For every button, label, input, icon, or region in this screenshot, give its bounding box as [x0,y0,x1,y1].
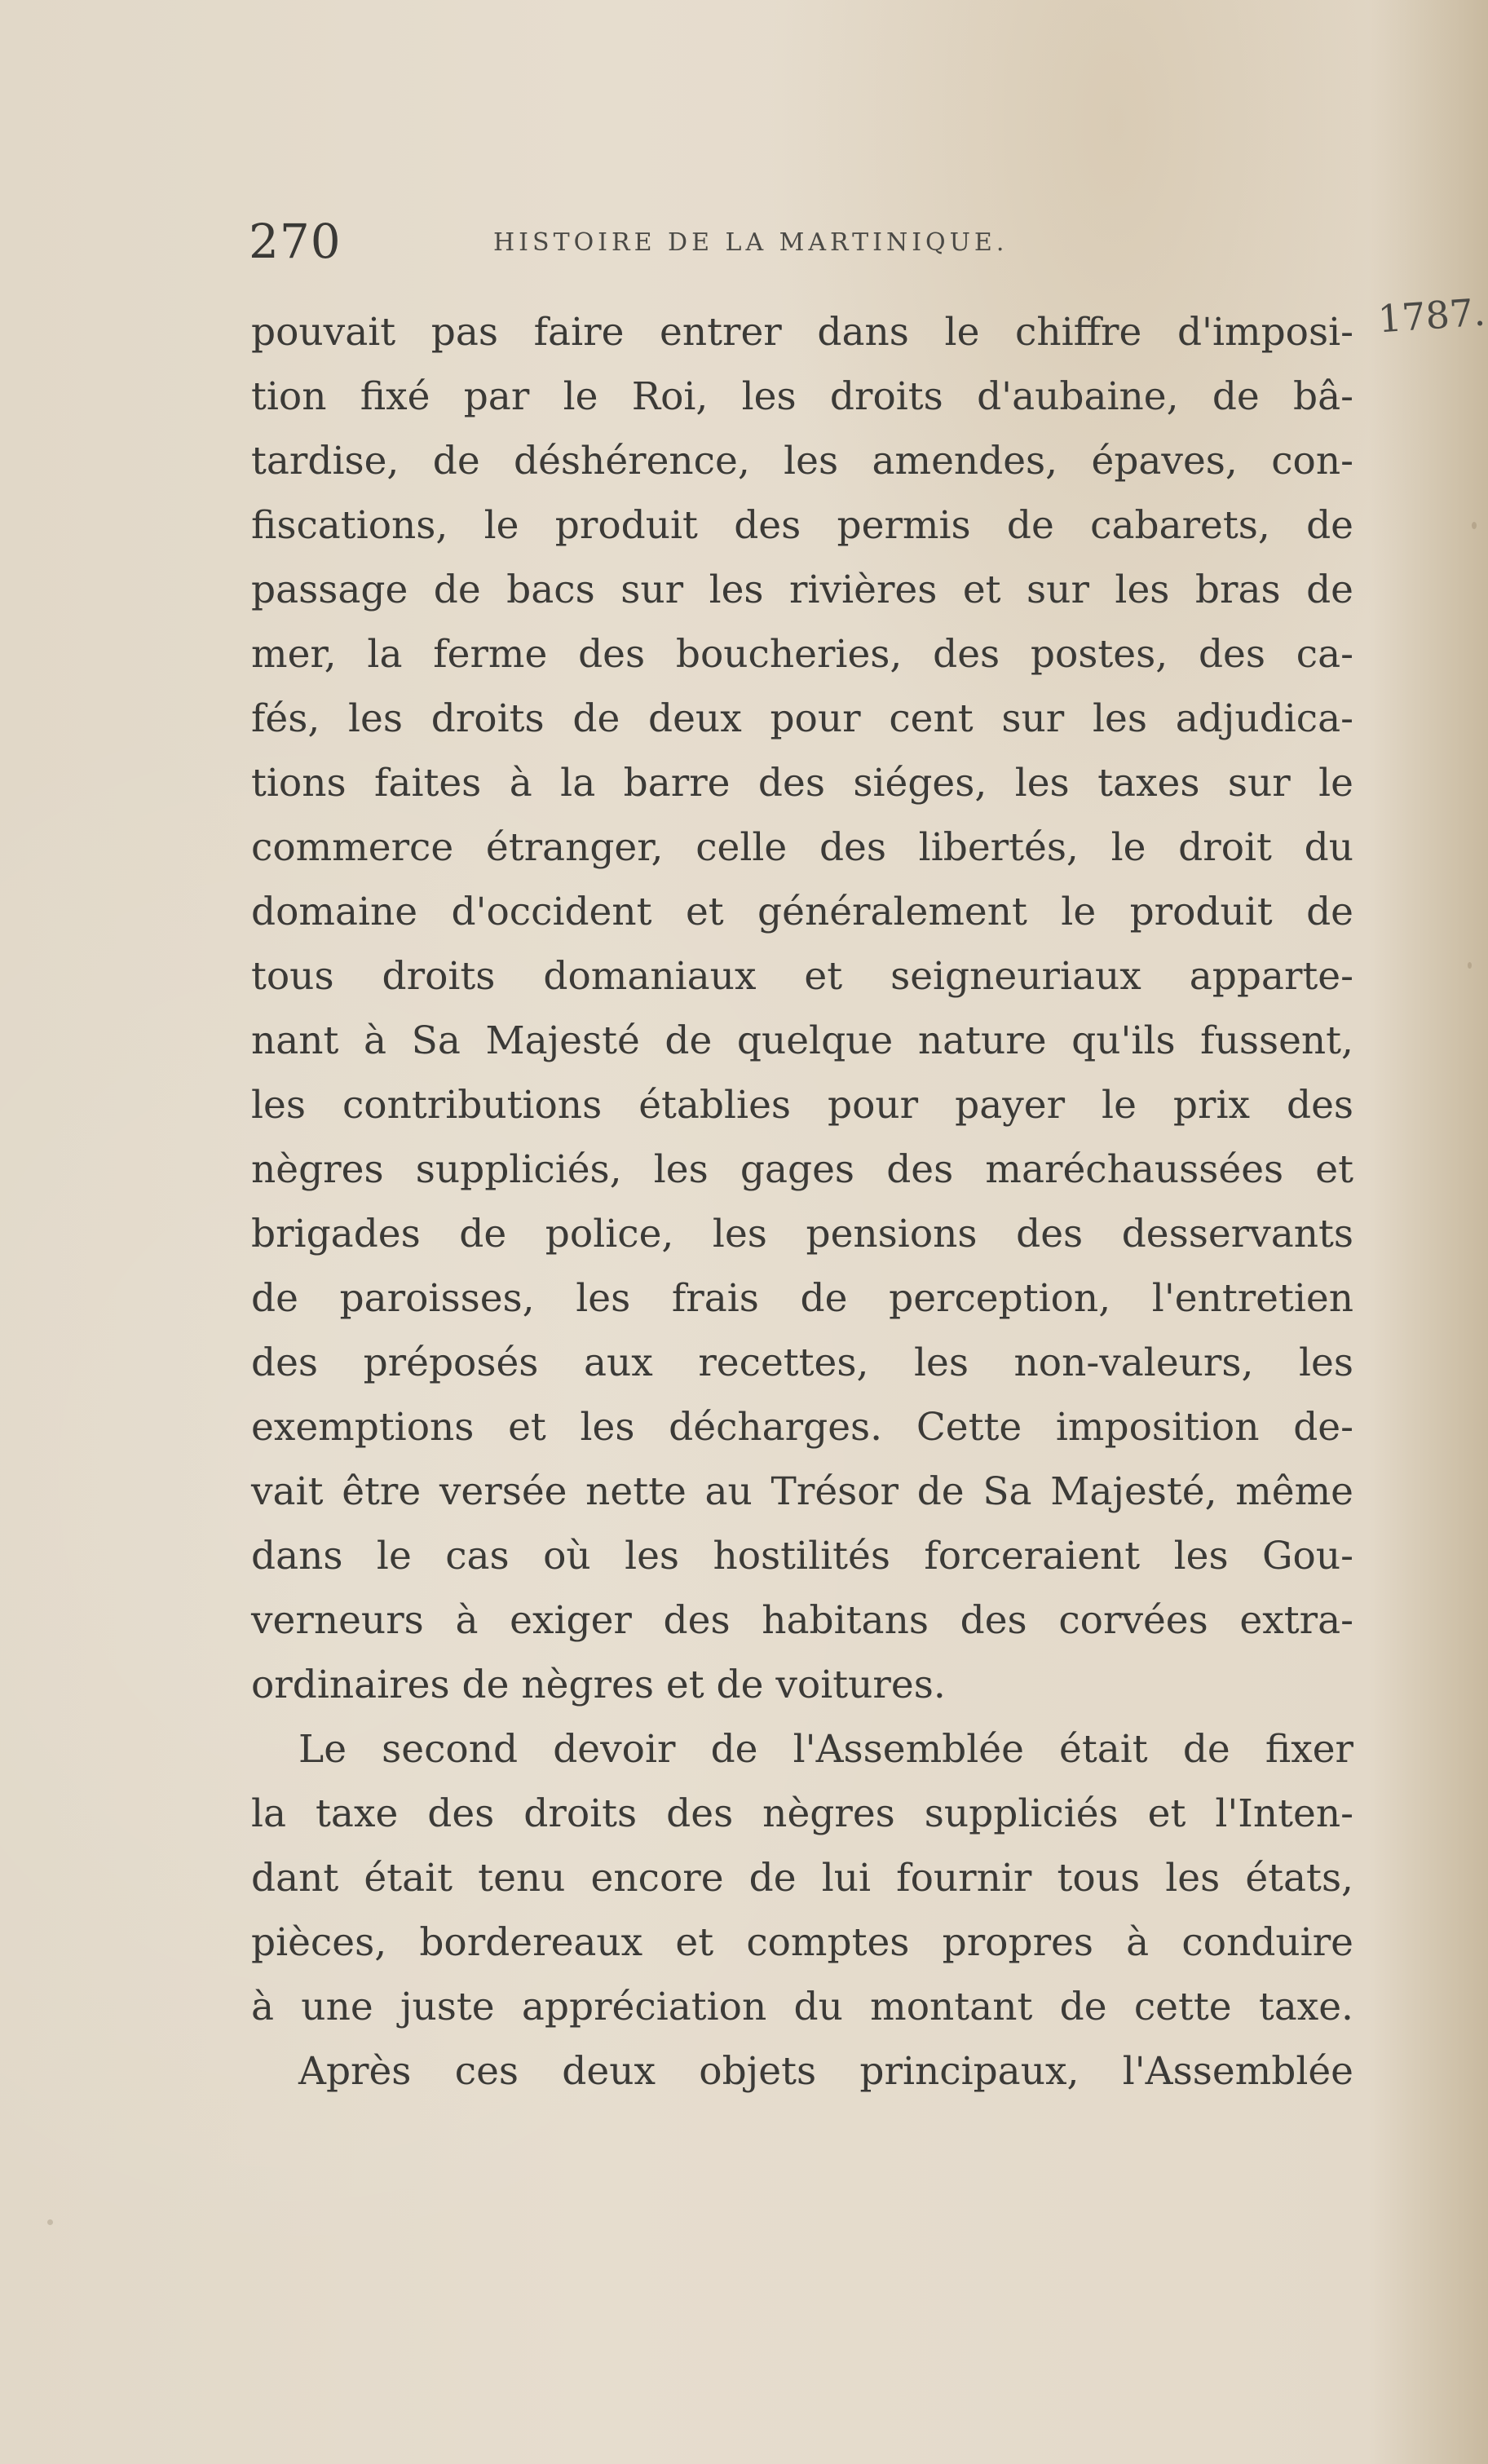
text-line: pouvait pas faire entrer dans le chiffre d'imposi- [251,310,1353,355]
text-line: exemptions et les décharges. Cette imposition de- [251,1405,1353,1450]
paper-speck [1472,522,1477,529]
text-line: dans le cas où les hostilités forceraient les Gou- [251,1534,1353,1579]
running-title: HISTOIRE DE LA MARTINIQUE. [493,228,1009,257]
text-line: dant était tenu encore de lui fournir tous les états, [251,1856,1353,1901]
paper-speck [47,2219,53,2225]
text-line: à une juste appréciation du montant de cette taxe. [251,1985,1353,2029]
text-line: vait être versée nette au Trésor de Sa Majesté, même [251,1469,1353,1514]
text-line: tion fixé par le Roi, les droits d'aubaine, de bâ- [251,374,1353,419]
text-line: de paroisses, les frais de perception, l'entretien [251,1276,1353,1321]
page-number: 270 [249,214,342,269]
text-line: tous droits domaniaux et seigneuriaux apparte- [251,954,1353,999]
body-text [251,300,1353,2104]
text-line: fés, les droits de deux pour cent sur les adjudica- [251,696,1353,741]
text-line: la taxe des droits des nègres suppliciés et l'Inten- [251,1791,1353,1836]
text-line: fiscations, le produit des permis de cabarets, de [251,503,1353,548]
text-line: brigades de police, les pensions des desservants [251,1212,1353,1256]
text-line: mer, la ferme des boucheries, des postes, des ca- [251,632,1353,677]
text-line: verneurs à exiger des habitans des corvées extra- [251,1598,1353,1643]
text-line: domaine d'occident et généralement le produit de [251,890,1353,934]
text-line: nègres suppliciés, les gages des maréchaussées et [251,1147,1353,1192]
text-line: les contributions établies pour payer le prix des [251,1083,1353,1128]
marginal-year-note: 1787. [1376,289,1487,342]
text-line: des préposés aux recettes, les non-valeurs, les [251,1340,1353,1385]
text-line: ordinaires de nègres et de voitures. [251,1663,946,1707]
text-line: tardise, de déshérence, les amendes, épaves, con- [251,439,1353,484]
running-head [249,214,1358,279]
text-line: Après ces deux objets principaux, l'Assemblée [298,2049,1353,2094]
paper-speck [1468,962,1472,969]
text-line: nant à Sa Majesté de quelque nature qu'ils fussent, [251,1018,1353,1063]
text-line: tions faites à la barre des siéges, les taxes sur le [251,761,1353,806]
text-line: commerce étranger, celle des libertés, le droit du [251,825,1353,870]
text-line: Le second devoir de l'Assemblée était de fixer [298,1727,1353,1772]
text-line: passage de bacs sur les rivières et sur les bras de [251,567,1353,612]
text-line: pièces, bordereaux et comptes propres à conduire [251,1920,1353,1965]
